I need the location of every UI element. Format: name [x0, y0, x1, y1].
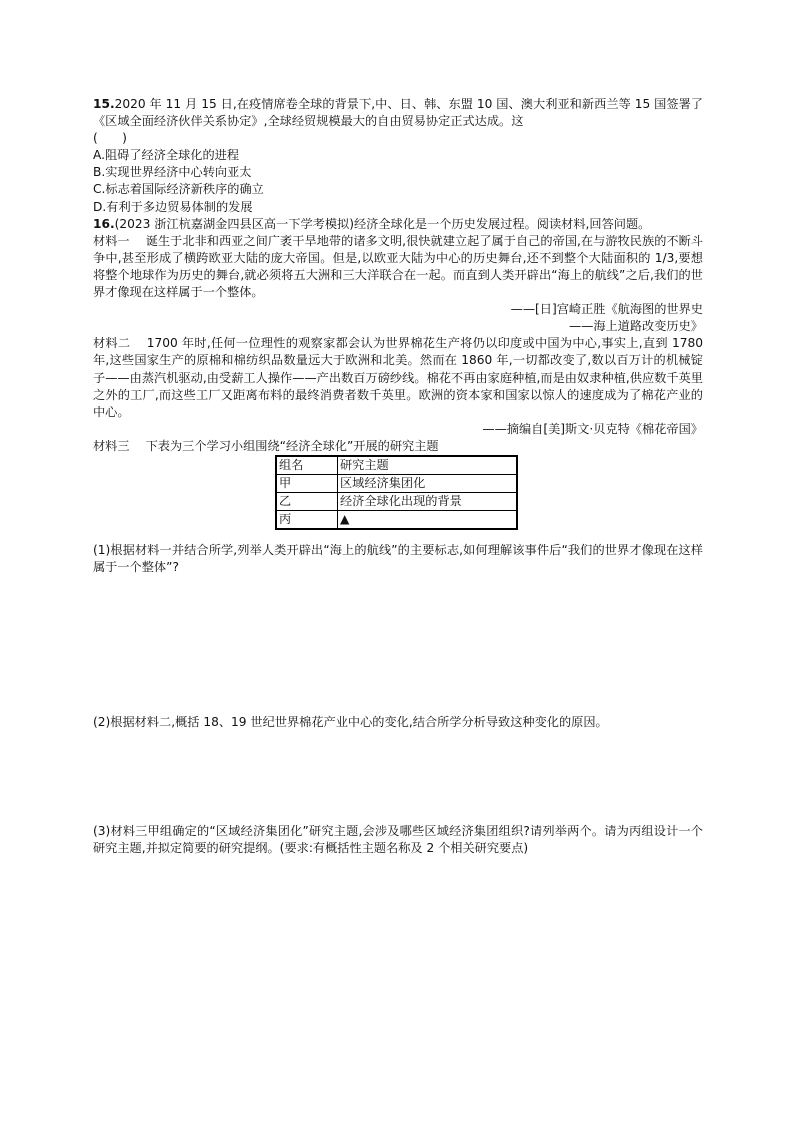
- document-page: [93, 96, 703, 949]
- table-cell-group: 甲: [276, 474, 338, 492]
- material-3-label: 材料三: [93, 438, 130, 453]
- answer-space-3[interactable]: [93, 857, 703, 949]
- table-cell-group: 丙: [276, 510, 338, 529]
- question-16-stem: 16.(2023 浙江杭嘉湖金四县区高一下学考模拟)经济全球化是一个历史发展过程。阅读材料,回答问题。: [93, 216, 651, 231]
- option-c[interactable]: C.标志着国际经济新秩序的确立: [93, 182, 264, 197]
- material-1-source-line1: ——[日]宫崎正胜《航海图的世界史: [510, 302, 703, 317]
- material-1-text: 诞生于北非和西亚之间广袤干旱地带的诸多文明,很快就建立起了属于自己的帝国,在与游牧民族的不断斗争中,甚至形成了横跨欧亚大陆的庞大帝国。但是,以欧亚大陆为中心的历史舞台,还不到整个大陆面积的 1/3,要想将整个地球作为历史的舞台,就必须将五大洲和三大洋联合在一起。而直到人类开辟出“海上的航线”之后,我们的世界才像现在这样属于一个整体。: [93, 233, 704, 300]
- question-15-stem: 15.2020 年 11 月 15 日,在疫情席卷全球的背景下,中、日、韩、东盟 10 国、澳大利亚和新西兰等 15 国签署了《区域全面经济伙伴关系协定》,全球经贸规模最大的自由贸易协定正式达成。这: [93, 97, 703, 129]
- table-cell-group: 乙: [276, 492, 338, 510]
- material-3: [93, 438, 703, 455]
- table-cell-topic: ▲: [338, 510, 518, 529]
- table-row: [276, 492, 517, 510]
- material-2-label: 材料二: [93, 336, 131, 351]
- table-row: [276, 510, 517, 529]
- answer-space-1[interactable]: [93, 576, 703, 714]
- material-1: [93, 233, 703, 301]
- table-header-topic: 研究主题: [338, 456, 518, 475]
- material-1-source-line2: ——海上道路改变历史》: [568, 319, 703, 334]
- material-2: [93, 335, 703, 420]
- table-header-group: 组名: [276, 456, 338, 475]
- material-1-label: 材料一: [93, 233, 130, 248]
- option-b[interactable]: B.实现世界经济中心转向亚太: [93, 165, 252, 180]
- option-d[interactable]: D.有利于多边贸易体制的发展: [93, 199, 253, 214]
- table-header-row: [276, 456, 517, 475]
- sub-question-1: (1)根据材料一并结合所学,列举人类开辟出“海上的航线”的主要标志,如何理解该事件后“我们的世界才像现在这样属于一个整体”?: [93, 542, 703, 575]
- sub-question-3: (3)材料三甲组确定的“区域经济集团化”研究主题,会涉及哪些区域经济集团组织?请列举两个。请为丙组设计一个研究主题,并拟定简要的研究提纲。(要求:有概括性主题名称及 2 个相关研究要点): [93, 824, 703, 856]
- table-row: [276, 474, 517, 492]
- answer-space-2[interactable]: [93, 731, 703, 823]
- research-topics-table: [275, 455, 518, 530]
- material-2-source: ——摘编自[美]斯文·贝克特《棉花帝国》: [482, 421, 703, 436]
- table-cell-topic: 经济全球化出现的背景: [338, 492, 518, 510]
- option-a[interactable]: A.阻碍了经济全球化的进程: [93, 148, 240, 163]
- table-cell-topic: 区域经济集团化: [338, 474, 518, 492]
- question-16-number: 16.: [93, 216, 115, 231]
- material-2-text: 1700 年时,任何一位理性的观察家都会认为世界棉花生产将仍以印度或中国为中心,事实上,直到 1780 年,这些国家生产的原棉和棉纺织品数量远大于欧洲和北美。然而在 1860 年,一切都改变了,数以百万计的机械锭子——由蒸汽机驱动,由受薪工人操作——产出数百万磅纱线。棉花不再由家庭种植,而是由奴隶种植,供应数千英里之外的工厂,而这些工厂又距离布料的最终消费者数千英里。欧洲的资本家和国家以惊人的速度成为了棉花产业的中心。: [93, 336, 704, 419]
- question-15-blank: ( ): [93, 131, 127, 146]
- sub-question-2: (2)根据材料二,概括 18、19 世纪世界棉花产业中心的变化,结合所学分析导致这种变化的原因。: [93, 715, 608, 730]
- question-15-number: 15.: [93, 97, 115, 111]
- material-3-text: 下表为三个学习小组围绕“经济全球化”开展的研究主题: [145, 438, 439, 453]
